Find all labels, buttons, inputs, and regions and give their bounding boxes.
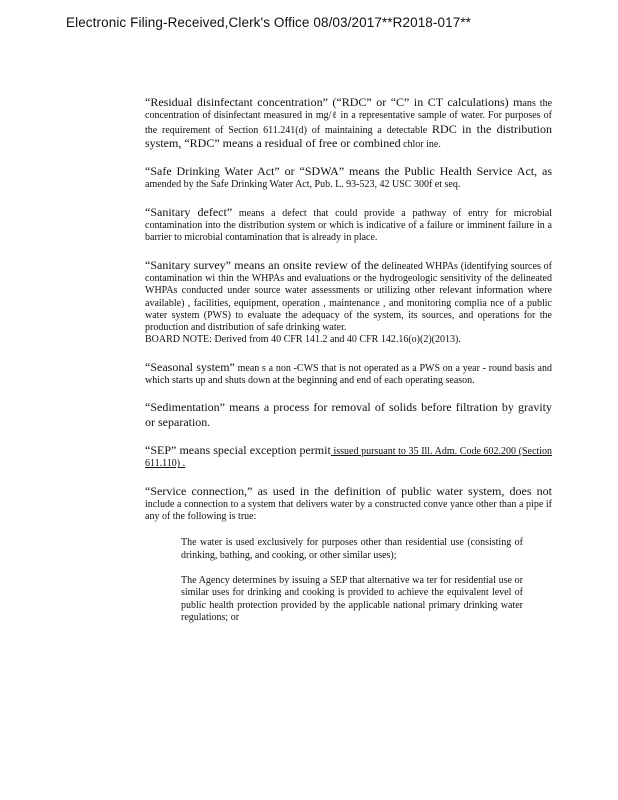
rdc-tail: RDC in the distribution system, “RDC” means a residual of free or combined (145, 121, 552, 150)
condition-item: The Agency determines by issuing a SEP that alternative wa ter for residential use or similar uses for drinking and cooking is provided to achieve the equivalent level of public health protection provided by the applicable national primary drinking water regulations; or (181, 575, 523, 623)
sep-citation: issued pursuant to 35 Ill. Adm. Code 602.200 (330, 445, 517, 457)
definition-sedimentation (145, 401, 552, 430)
sdwa-term: “Safe Drinking Water Act” or “SDWA” means the Public Health Service Act, as (145, 164, 552, 179)
condition-item: The water is used exclusively for purposes other than residential use (consisting of drinking, bathing, and cooking, or other similar uses); (181, 537, 523, 561)
definition-sanitary-survey (145, 259, 552, 347)
seasonal-term: “Seasonal system” (145, 359, 235, 374)
sep-section: (Section 611.110) . (145, 445, 552, 470)
rdc-body: ans the concentration of disinfectant measured in mg/ℓ in a representative sample of water. For purposes of the requirement of Section 611.241(d) of maintaining a detectable (145, 98, 553, 136)
definition-seasonal-system (145, 361, 552, 388)
definition-sanitary-defect (145, 206, 552, 245)
sdwa-body: amended by the Safe Drinking Water Act, Pub. L. 93-523, 42 USC 300f et seq. (145, 179, 461, 191)
service-connection-conditions (181, 537, 523, 624)
rdc-end: chlor ine. (403, 138, 441, 150)
sanitary-survey-body: delineated WHPAs (identifying sources of contamination wi thin the WHPAs and evaluations or the hydrogeologic sensitivity of the delineated WHPAs conducted under source water assessments or utilizing other relevant information where available) , facilities, equipment, operation , maintenance , and monitoring complia nce of a public water system (PWS) to evaluate the adequacy of the system, its sources, and operations for the production and distribution of safe drinking water. (145, 260, 552, 334)
rdc-term: “Residual disinfectant concentration” (“RDC” or “C” in CT calculations) m (145, 95, 523, 109)
sanitary-defect-term: “Sanitary defect” (145, 204, 233, 219)
board-note: BOARD NOTE: Derived from 40 CFR 141.2 and 40 CFR 142.16(o)(2)(2013). (145, 334, 461, 346)
sanitary-survey-term: “Sanitary survey” means an onsite review of the (145, 257, 379, 272)
sanitary-defect-body: means a defect that could provide a pathway of entry for microbial contamination into the distribution system or which is indicative of a failure or imminent failure in a barrier to microbial contamination that is already in place. (145, 207, 553, 244)
sedimentation-term: “Sedimentation” means a process for removal of solids before filtration by gravity or separation. (145, 400, 552, 429)
filing-header: Electronic Filing-Received,Clerk's Office 08/03/2017**R2018-017** (66, 15, 472, 30)
definition-sep (145, 444, 552, 471)
sep-term: “SEP” means special exception permit (145, 442, 331, 457)
service-connection-term: “Service connection,” as used in the definition of public water system, does not (145, 483, 552, 498)
service-connection-body: include a connection to a system that delivers water by a constructed conve yance other than a pipe if any of the following is true: (145, 498, 552, 523)
document-body (145, 96, 552, 637)
definition-service-connection (145, 485, 552, 524)
definition-sdwa (145, 165, 552, 192)
seasonal-body: mean s a non -CWS that is not operated as a PWS on a year - round basis and which starts up and shuts down at the beginning and end of each operating season. (145, 362, 552, 387)
definition-rdc (145, 96, 552, 151)
